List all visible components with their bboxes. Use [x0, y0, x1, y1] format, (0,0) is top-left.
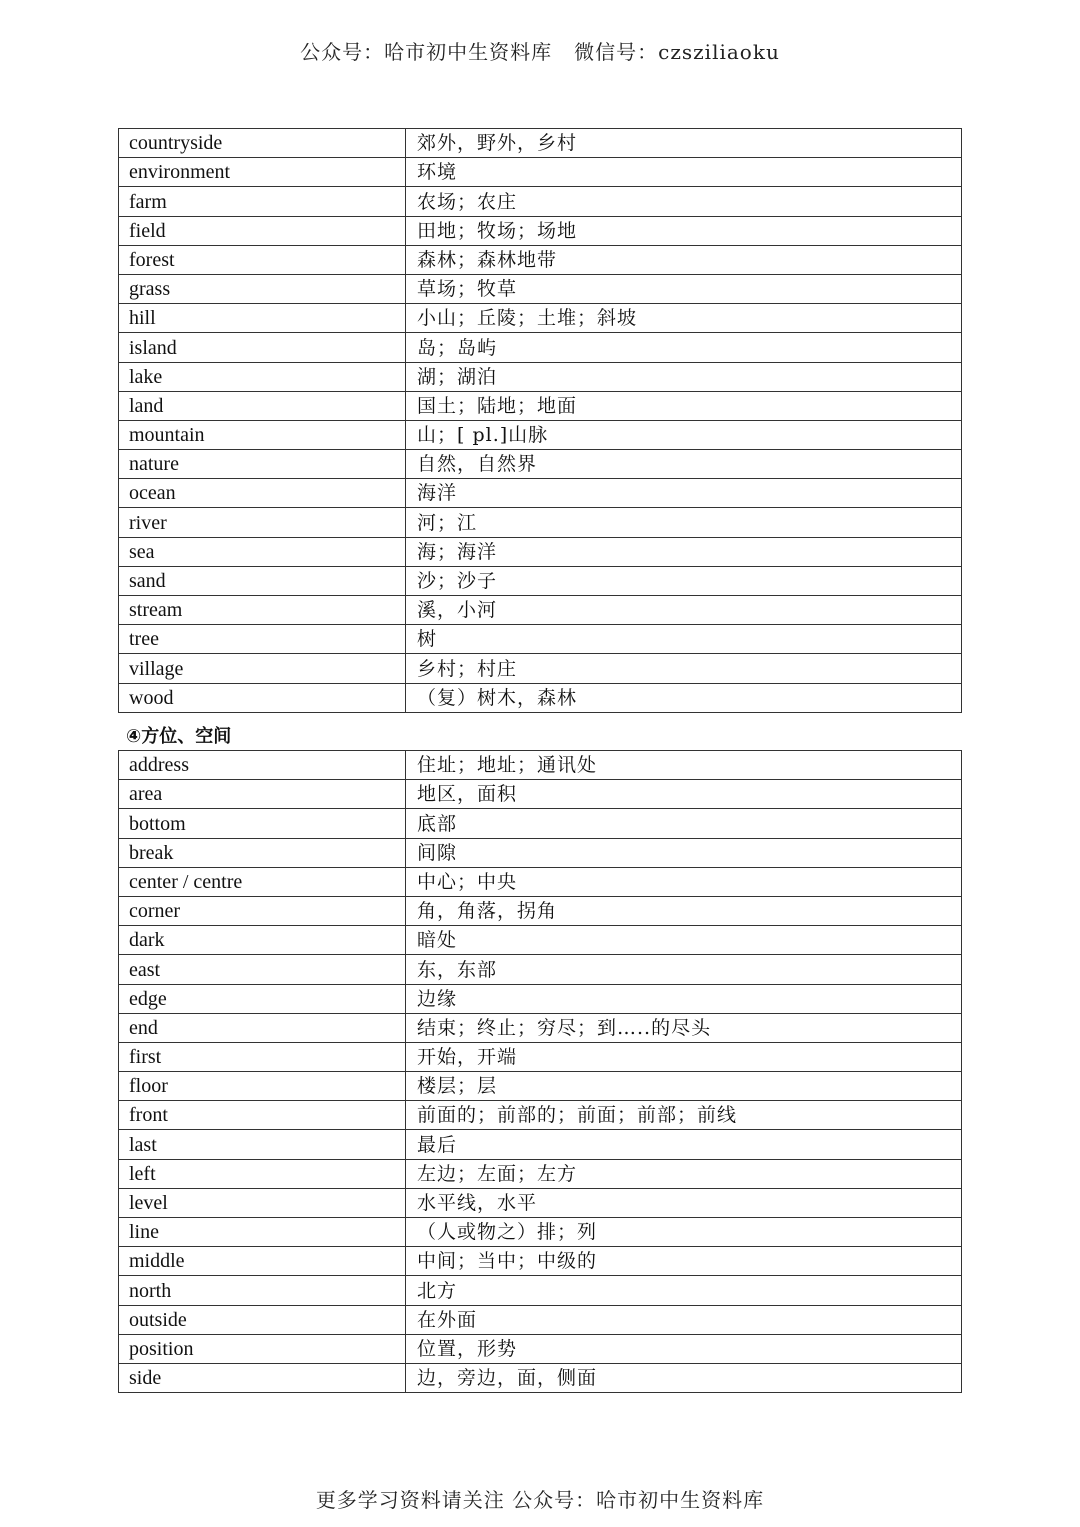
english-word: dark — [119, 926, 406, 955]
english-word: sand — [119, 566, 406, 595]
english-word: bottom — [119, 809, 406, 838]
chinese-meaning: 沙；沙子 — [406, 566, 962, 595]
chinese-meaning: 树 — [406, 625, 962, 654]
english-word: grass — [119, 274, 406, 303]
table-row — [119, 867, 962, 896]
english-word: farm — [119, 187, 406, 216]
chinese-meaning: 中间；当中；中级的 — [406, 1247, 962, 1276]
table-row — [119, 780, 962, 809]
english-word: line — [119, 1218, 406, 1247]
table-row — [119, 1218, 962, 1247]
english-word: east — [119, 955, 406, 984]
table-row — [119, 625, 962, 654]
english-word: north — [119, 1276, 406, 1305]
english-word: first — [119, 1042, 406, 1071]
chinese-meaning: 环境 — [406, 158, 962, 187]
english-word: end — [119, 1013, 406, 1042]
english-word: mountain — [119, 420, 406, 449]
table-row — [119, 450, 962, 479]
english-word: last — [119, 1130, 406, 1159]
english-word: stream — [119, 596, 406, 625]
table-row — [119, 955, 962, 984]
english-word: position — [119, 1334, 406, 1363]
table-row — [119, 1130, 962, 1159]
chinese-meaning: （人或物之）排；列 — [406, 1218, 962, 1247]
english-word: hill — [119, 304, 406, 333]
table-row — [119, 1276, 962, 1305]
table-row — [119, 1305, 962, 1334]
english-word: sea — [119, 537, 406, 566]
header-account-name: 公众号：哈市初中生资料库 — [300, 40, 553, 64]
table-row — [119, 566, 962, 595]
vocab-table-direction-space — [118, 750, 962, 1393]
chinese-meaning: 湖；湖泊 — [406, 362, 962, 391]
table-row — [119, 1042, 962, 1071]
english-word: address — [119, 751, 406, 780]
english-word: area — [119, 780, 406, 809]
chinese-meaning: 间隙 — [406, 838, 962, 867]
chinese-meaning: 乡村；村庄 — [406, 654, 962, 683]
english-word: countryside — [119, 129, 406, 158]
english-word: edge — [119, 984, 406, 1013]
table-row — [119, 809, 962, 838]
table-row — [119, 654, 962, 683]
english-word: side — [119, 1363, 406, 1392]
chinese-meaning: 自然，自然界 — [406, 450, 962, 479]
table-row — [119, 216, 962, 245]
chinese-meaning: 溪，小河 — [406, 596, 962, 625]
chinese-meaning: 左边；左面；左方 — [406, 1159, 962, 1188]
table-row — [119, 245, 962, 274]
english-word: left — [119, 1159, 406, 1188]
english-word: outside — [119, 1305, 406, 1334]
table-row — [119, 984, 962, 1013]
english-word: village — [119, 654, 406, 683]
table-row — [119, 1072, 962, 1101]
table-row — [119, 1334, 962, 1363]
chinese-meaning: （复）树木，森林 — [406, 683, 962, 712]
chinese-meaning: 角，角落，拐角 — [406, 896, 962, 925]
chinese-meaning: 边，旁边，面，侧面 — [406, 1363, 962, 1392]
chinese-meaning: 结束；终止；穷尽；到…..的尽头 — [406, 1013, 962, 1042]
chinese-meaning: 草场；牧草 — [406, 274, 962, 303]
english-word: middle — [119, 1247, 406, 1276]
english-word: level — [119, 1188, 406, 1217]
chinese-meaning: 地区，面积 — [406, 780, 962, 809]
section-heading: ④方位、空间 — [126, 726, 232, 747]
table-row — [119, 838, 962, 867]
table-row — [119, 362, 962, 391]
table-row — [119, 479, 962, 508]
chinese-meaning: 河；江 — [406, 508, 962, 537]
table-row — [119, 333, 962, 362]
english-word: center / centre — [119, 867, 406, 896]
chinese-meaning: 位置，形势 — [406, 1334, 962, 1363]
english-word: lake — [119, 362, 406, 391]
table-row — [119, 1101, 962, 1130]
english-word: land — [119, 391, 406, 420]
table-row — [119, 1363, 962, 1392]
english-word: field — [119, 216, 406, 245]
english-word: ocean — [119, 479, 406, 508]
english-word: corner — [119, 896, 406, 925]
table-row — [119, 1247, 962, 1276]
english-word: floor — [119, 1072, 406, 1101]
english-word: river — [119, 508, 406, 537]
table-row — [119, 129, 962, 158]
chinese-meaning: 农场；农庄 — [406, 187, 962, 216]
english-word: nature — [119, 450, 406, 479]
table-row — [119, 304, 962, 333]
chinese-meaning: 中心；中央 — [406, 867, 962, 896]
english-word: break — [119, 838, 406, 867]
chinese-meaning: 郊外，野外，乡村 — [406, 129, 962, 158]
table-row — [119, 537, 962, 566]
chinese-meaning: 底部 — [406, 809, 962, 838]
table-row — [119, 596, 962, 625]
chinese-meaning: 田地；牧场；场地 — [406, 216, 962, 245]
table-row — [119, 158, 962, 187]
table-row — [119, 420, 962, 449]
table-row — [119, 1188, 962, 1217]
table-row — [119, 187, 962, 216]
chinese-meaning: 楼层；层 — [406, 1072, 962, 1101]
english-word: front — [119, 1101, 406, 1130]
chinese-meaning: 东，东部 — [406, 955, 962, 984]
english-word: environment — [119, 158, 406, 187]
chinese-meaning: 最后 — [406, 1130, 962, 1159]
page-footer: 更多学习资料请关注 公众号：哈市初中生资料库 — [315, 1488, 765, 1512]
table-row — [119, 1013, 962, 1042]
chinese-meaning: 海；海洋 — [406, 537, 962, 566]
chinese-meaning: 岛；岛屿 — [406, 333, 962, 362]
table-row — [119, 1159, 962, 1188]
chinese-meaning: 山；[ pl.]山脉 — [406, 420, 962, 449]
english-word: tree — [119, 625, 406, 654]
chinese-meaning: 国土；陆地；地面 — [406, 391, 962, 420]
chinese-meaning: 水平线，水平 — [406, 1188, 962, 1217]
english-word: wood — [119, 683, 406, 712]
table-row — [119, 508, 962, 537]
chinese-meaning: 开始，开端 — [406, 1042, 962, 1071]
chinese-meaning: 北方 — [406, 1276, 962, 1305]
table-row — [119, 274, 962, 303]
chinese-meaning: 暗处 — [406, 926, 962, 955]
table-row — [119, 391, 962, 420]
page-header — [0, 36, 1080, 65]
chinese-meaning: 边缘 — [406, 984, 962, 1013]
header-wechat-id: 微信号：czsziliaoku — [574, 40, 780, 64]
table-row — [119, 751, 962, 780]
chinese-meaning: 前面的；前部的；前面；前部；前线 — [406, 1101, 962, 1130]
chinese-meaning: 住址；地址；通讯处 — [406, 751, 962, 780]
chinese-meaning: 海洋 — [406, 479, 962, 508]
chinese-meaning: 在外面 — [406, 1305, 962, 1334]
chinese-meaning: 森林；森林地带 — [406, 245, 962, 274]
table-row — [119, 683, 962, 712]
english-word: forest — [119, 245, 406, 274]
english-word: island — [119, 333, 406, 362]
vocab-table-nature — [118, 128, 962, 713]
table-row — [119, 926, 962, 955]
table-row — [119, 896, 962, 925]
chinese-meaning: 小山；丘陵；土堆；斜坡 — [406, 304, 962, 333]
